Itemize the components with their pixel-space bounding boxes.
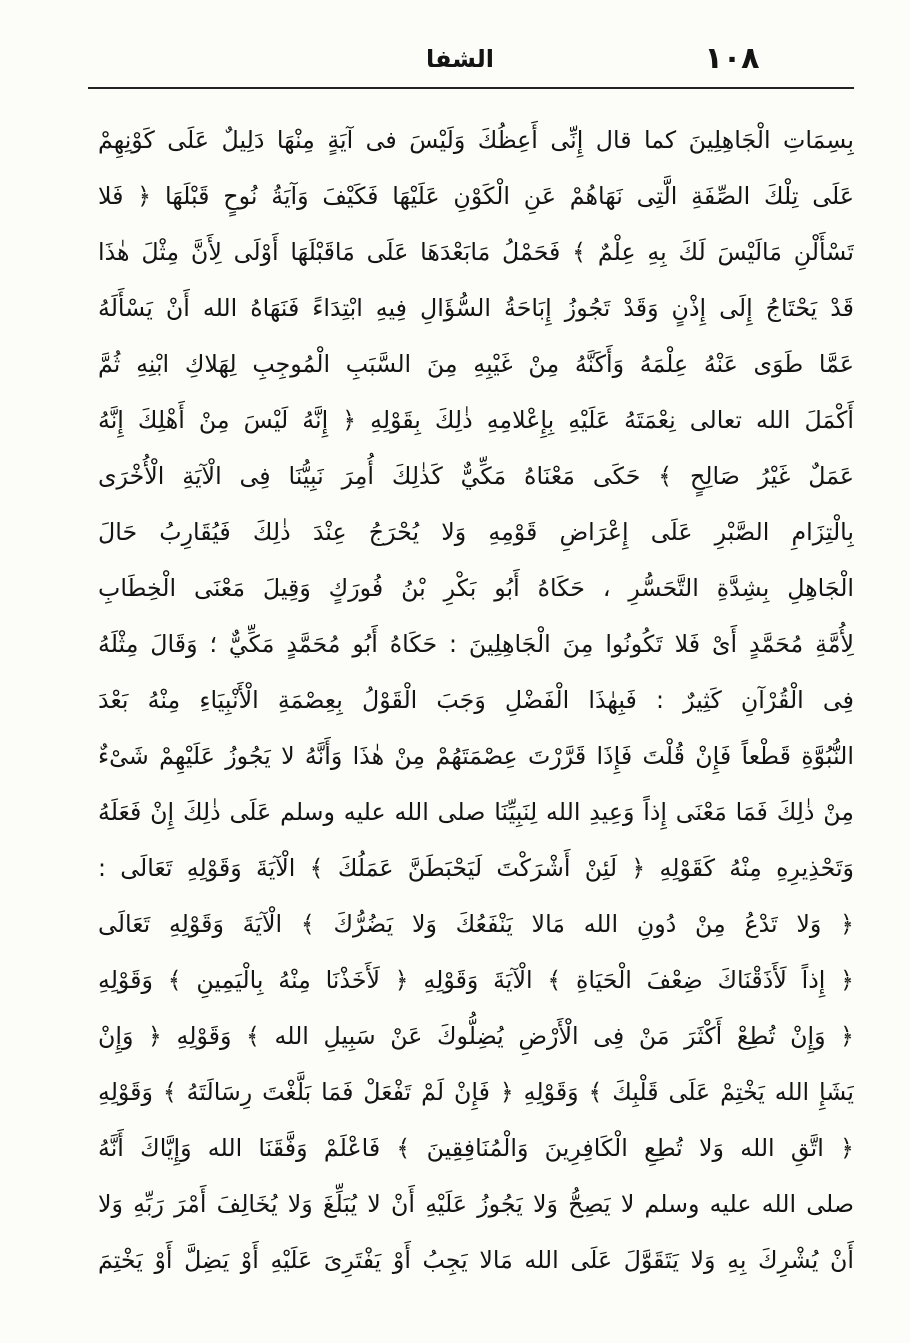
line-text: ﴿ وَإِنْ تُطِعْ أَكْثَرَ مَنْ فِى الْأَرْضِ يُضِلُّوكَ عَنْ سَبِيلِ الله ﴾ وَقَوْلِهِ ﴿ وَإِنْ	[98, 1022, 854, 1050]
text-line	[98, 1232, 854, 1288]
line-text: ﴿ وَلا تَدْعُ مِنْ دُونِ الله مَالا يَنْفَعُكَ وَلا يَضُرُّكَ ﴾ الْآيَةَ وَقَوْلِهِ تَعَالَى	[98, 910, 854, 938]
line-text: وَتَحْذِيرِهِ مِنْهُ كَقَوْلِهِ ﴿ لَئِنْ أَشْرَكْتَ لَيَحْبَطَنَّ عَمَلُكَ ﴾ الْآيَةَ وَقَوْلِهِ تَعَالَى :	[98, 854, 854, 882]
page-number: ١٠٨	[704, 41, 760, 76]
text-line	[98, 448, 854, 504]
text-line	[98, 672, 854, 728]
text-line	[98, 1120, 854, 1176]
line-text: أَكْمَلَ الله تعالى نِعْمَتَهُ عَلَيْهِ بِإِعْلامِهِ ذٰلِكَ بِقَوْلِهِ ﴿ إِنَّهُ لَيْسَ مِنْ أَهْلِكَ إِنَّهُ	[98, 406, 854, 434]
text-line	[98, 1008, 854, 1064]
text-line	[98, 896, 854, 952]
text-line	[98, 224, 854, 280]
line-text: بِالْتِزَامِ الصَّبْرِ عَلَى إِعْرَاضِ قَوْمِهِ وَلا يُحْرَجُ عِنْدَ ذٰلِكَ فَيُقَارِبُ حَالَ	[98, 518, 854, 546]
text-line	[98, 560, 854, 616]
line-text: عَمَلٌ غَيْرُ صَالِحٍ ﴾ حَكَى مَعْنَاهُ مَكِّيٌّ كَذٰلِكَ أُمِرَ نَبِيُّنَا فِى الْآيَةِ الْأُخْرَى	[98, 462, 854, 490]
text-line	[98, 1176, 854, 1232]
line-text: قَدْ يَحْتَاجُ إِلَى إِذْنٍ وَقَدْ تَجُوزُ إِبَاحَةُ السُّؤَالِ فِيهِ ابْتِدَاءً فَنَهَاهُ الله أَنْ يَسْأَلَهُ	[98, 294, 854, 322]
line-text: تَسْأَلْنِ مَالَيْسَ لَكَ بِهِ عِلْمٌ ﴾ فَحَمْلُ مَابَعْدَهَا عَلَى مَاقَبْلَهَا أَوْلَى لِأَنَّ مِثْلَ هٰذَا	[98, 238, 854, 266]
text-line	[98, 784, 854, 840]
line-text: يَشَإِ الله يَخْتِمْ عَلَى قَلْبِكَ ﴾ وَقَوْلِهِ ﴿ فَإِنْ لَمْ تَفْعَلْ فَمَا بَلَّغْتَ رِسَالَتَهُ ﴾ وَقَوْلِهِ	[98, 1078, 854, 1106]
line-text: صلى الله عليه وسلم لا يَصِحُّ وَلا يَجُوزُ عَلَيْهِ أَنْ لا يُبَلِّغَ وَلا يُخَالِفَ أَمْرَ رَبِّهِ وَلا	[98, 1190, 854, 1218]
text-line	[98, 616, 854, 672]
line-text: الْجَاهِلِ بِشِدَّةِ التَّحَسُّرِ ، حَكَاهُ أَبُو بَكْرِ بْنُ فُورَكٍ وَقِيلَ مَعْنَى الْخِطَابِ	[98, 574, 854, 602]
line-text: ﴿ إِذاً لَأَذَقْنَاكَ ضِعْفَ الْحَيَاةِ ﴾ الْآيَةَ وَقَوْلِهِ ﴿ لَأَخَذْنَا مِنْهُ بِالْيَمِينِ ﴾ وَقَوْلِهِ	[98, 966, 854, 994]
text-line	[98, 336, 854, 392]
text-line	[98, 504, 854, 560]
line-text: النُّبُوَّةِ قَطْعاً فَإِنْ قُلْتَ فَإِذَا قَرَّرْتَ عِصْمَتَهُمْ مِنْ هٰذَا وَأَنَّهُ لا يَجُوزُ عَلَيْهِمْ شَىْءٌ	[98, 742, 854, 770]
line-text: عَمَّا طَوَى عَنْهُ عِلْمَهُ وَأَكَنَّهُ مِنْ غَيْبِهِ مِنَ السَّبَبِ الْمُوجِبِ لِهَلاكِ ابْنِهِ ثُمَّ	[98, 350, 854, 378]
line-text: عَلَى تِلْكَ الصِّفَةِ الَّتِى نَهَاهُمْ عَنِ الْكَوْنِ عَلَيْهَا فَكَيْفَ وَآيَةُ نُوحٍ قَبْلَهَا ﴿ فَلا	[98, 182, 854, 210]
line-text: مِنْ ذٰلِكَ فَمَا مَعْنَى إِذاً وَعِيدِ الله لِنَبِيِّنَا صلى الله عليه وسلم عَلَى ذٰلِكَ إِنْ فَعَلَهُ	[98, 798, 854, 826]
text-line	[98, 728, 854, 784]
text-line	[98, 392, 854, 448]
line-text: فِى الْقُرْآنِ كَثِيرٌ : فَبِهٰذَا الْفَضْلِ وَجَبَ الْقَوْلُ بِعِصْمَةِ الْأَنْبِيَاءِ مِنْهُ بَعْدَ	[98, 686, 854, 714]
text-line	[98, 112, 854, 168]
text-line	[98, 952, 854, 1008]
running-title: الشفا	[426, 45, 494, 73]
text-line	[98, 280, 854, 336]
text-line	[98, 840, 854, 896]
header-rule	[88, 87, 854, 89]
body-text	[98, 112, 854, 1288]
text-line	[98, 168, 854, 224]
line-text: ﴿ اتَّقِ الله وَلا تُطِعِ الْكَافِرِينَ وَالْمُنَافِقِينَ ﴾ فَاعْلَمْ وَفَّقَنَا الله وَإِيَّاكَ أَنَّهُ	[98, 1134, 854, 1162]
line-text: بِسِمَاتِ الْجَاهِلِينَ كما قال إِنِّى أَعِظُكَ وَلَيْسَ فى آيَةٍ مِنْهَا دَلِيلٌ عَلَى كَوْنِهِمْ	[98, 126, 854, 154]
line-text: لِأُمَّةِ مُحَمَّدٍ أَىْ فَلا تَكُونُوا مِنَ الْجَاهِلِينَ : حَكَاهُ أَبُو مُحَمَّدٍ مَكِّيٌّ ؛ وَقَالَ مِثْلَهُ	[98, 630, 854, 658]
text-line	[98, 1064, 854, 1120]
line-text: أَنْ يُشْرِكَ بِهِ وَلا يَتَقَوَّلَ عَلَى الله مَالا يَجِبُ أَوْ يَفْتَرِىَ عَلَيْهِ أَوْ يَضِلَّ أَوْ يَخْتِمَ	[98, 1246, 854, 1274]
